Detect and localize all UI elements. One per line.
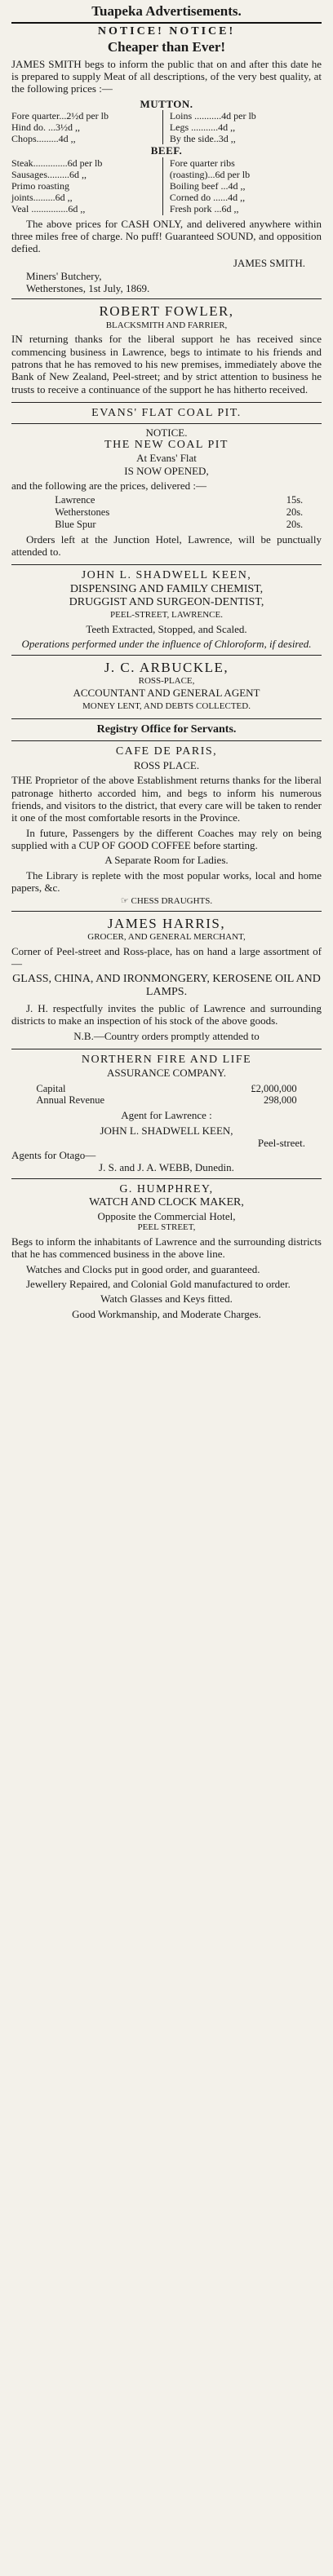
coalpit-title: EVANS' FLAT COAL PIT. (91, 407, 242, 420)
coalpit-head3: IS NOW OPENED, (124, 464, 209, 477)
northern-sub: ASSURANCE COMPANY. (107, 1067, 226, 1080)
humphrey-glasses: Watch Glasses and Keys fitted. (100, 1292, 233, 1306)
harris-ad (11, 914, 322, 1046)
capital-label: Capital (36, 1082, 66, 1094)
otago-heading: Agents for Otago— (11, 1149, 96, 1162)
mutton-price: By the side..3d ,, (169, 133, 236, 145)
northern-title: NORTHERN FIRE AND LIFE (81, 1053, 252, 1066)
place-cell: Lawrence (55, 494, 95, 506)
coalpit-head2: At Evans' Flat (136, 452, 197, 465)
butchery-terms: The above prices for CASH ONLY, and delivered anywhere within three miles free of charge. No puff! Guaranteed SOUND, and opposition defied. (11, 217, 322, 255)
divider (11, 655, 322, 656)
price-cell: 20s. (286, 506, 304, 519)
price-cell: 15s. (286, 494, 304, 506)
fowler-title: ROBERT FOWLER, (99, 303, 234, 320)
divider (11, 423, 322, 424)
harris-trade: GROCER, AND GENERAL MERCHANT, (87, 932, 246, 943)
keen-chloroform: Operations performed under the influence of Chloroform, if desired. (21, 638, 312, 651)
mutton-prices (11, 110, 322, 144)
page-banner: Tuapeka Advertisements. (11, 0, 322, 24)
table-row (36, 1094, 296, 1107)
keen-line2: DRUGGIST AND SURGEON-DENTIST, (69, 596, 264, 609)
registry-title: Registry Office for Servants. (96, 722, 237, 736)
place-cell: Blue Spur (55, 518, 96, 530)
cafe-chess: ☞ CHESS DRAUGHTS. (120, 896, 213, 907)
beef-price: Fore quarter ribs (169, 157, 235, 169)
cafe-body1: THE Proprietor of the above Establishment returns thanks for the liberal patronage hitherto accorded him, and begs to inform his numerous friends, and visitors to the district, that every care will be taken to render it one of the most comfortable resorts in the Province. (11, 774, 322, 824)
beef-price: Sausages.........6d ,, (11, 168, 87, 180)
otago-agents: J. S. and J. A. WEBB, Dunedin. (99, 1161, 234, 1174)
beef-price: Primo roasting (11, 180, 69, 192)
humphrey-watches: Watches and Clocks put in good order, and guaranteed. (26, 1262, 260, 1275)
beef-price: Veal ...............6d ,, (11, 203, 86, 215)
notice-heading: NOTICE! NOTICE! (97, 25, 236, 38)
arbuckle-ad (11, 658, 322, 716)
butchery-dateline: Wetherstones, 1st July, 1869. (26, 282, 150, 295)
registry-ad (11, 722, 322, 739)
price-cell: 20s. (286, 518, 304, 530)
butchery-signature: JAMES SMITH. (233, 257, 305, 270)
coalpit-ad (11, 405, 322, 562)
keen-title: JOHN L. SHADWELL KEEN, (81, 569, 252, 582)
keen-ad (11, 568, 322, 652)
humphrey-workmanship: Good Workmanship, and Moderate Charges. (72, 1307, 261, 1320)
cafe-ladies: A Separate Room for Ladies. (104, 854, 229, 867)
cafe-title: CAFE DE PARIS, (115, 745, 218, 758)
coalpit-head1: THE NEW COAL PIT (104, 438, 229, 451)
beef-price: Steak..............6d per lb (11, 157, 103, 169)
coalpit-lead: and the following are the prices, delivered :— (11, 479, 206, 493)
revenue-label: Annual Revenue (36, 1094, 105, 1107)
table-row (36, 1083, 296, 1095)
revenue-value: 298,000 (263, 1094, 297, 1107)
butchery-address: Miners' Butchery, (26, 269, 102, 282)
arbuckle-role: ACCOUNTANT AND GENERAL AGENT (73, 686, 260, 699)
coalpit-orders: Orders left at the Junction Hotel, Lawrence, will be punctually attended to. (11, 532, 322, 559)
northern-ad (11, 1052, 322, 1176)
beef-price: Fresh pork ...6d ,, (169, 203, 239, 215)
capital-value: £2,000,000 (251, 1082, 297, 1094)
beef-price: Boiling beef ...4d ,, (169, 180, 246, 192)
mutton-price: Chops.........4d ,, (11, 133, 76, 145)
humphrey-jewellery: Jewellery Repaired, and Colonial Gold manufactured to order. (26, 1278, 291, 1291)
fowler-body: IN returning thanks for the liberal support he has received since commencing business in Lawrence, begs to intimate to his friends and patrons that he has removed to his new premises, immediately above the Bank of New Zealand, Peel-street; and by strict attention to business he trusts to receive a continuance of the support he has hitherto received. (11, 333, 322, 395)
mutton-price: Fore quarter...2½d per lb (11, 109, 109, 122)
beef-price: (roasting)...6d per lb (169, 168, 251, 180)
harris-goods: GLASS, CHINA, AND IRONMONGERY, KEROSENE OIL AND LAMPS. (12, 972, 321, 999)
harris-body: Corner of Peel-street and Ross-place, has on hand a large assortment of— (11, 945, 322, 970)
divider (11, 718, 322, 719)
humphrey-street: PEEL STREET, (137, 1222, 196, 1233)
divider (11, 402, 322, 403)
divider (11, 564, 322, 565)
agent-name: JOHN L. SHADWELL KEEN, (100, 1124, 233, 1137)
arbuckle-title: J. C. ARBUCKLE, (104, 659, 229, 675)
arbuckle-address: ROSS-PLACE, (138, 675, 195, 686)
mutton-price: Hind do. ...3½d ,, (11, 122, 80, 134)
harris-invite: J. H. respectfully invites the public of Lawrence and surrounding districts to make an inspection of his stock of the above goods. (11, 1001, 322, 1027)
humphrey-ad (11, 1182, 322, 1324)
keen-address: PEEL-STREET, LAWRENCE. (110, 609, 223, 620)
keen-line1: DISPENSING AND FAMILY CHEMIST, (69, 582, 264, 595)
place-cell: Wetherstones (55, 506, 110, 519)
headline: Cheaper than Ever! (107, 38, 226, 55)
coalpit-notice: NOTICE. (145, 426, 188, 439)
table-row (55, 494, 303, 506)
cafe-library: The Library is replete with the most popular works, local and home papers, &c. (11, 868, 322, 894)
beef-price: joints.........6d ,, (11, 192, 73, 204)
butchery-intro: JAMES SMITH begs to inform the public that on and after this date he is prepared to supply Meat of all descriptions, of the very best quality, at the following prices :— (11, 57, 322, 95)
beef-price: Corned do ......4d ,, (169, 192, 246, 204)
fowler-ad (11, 302, 322, 400)
humphrey-trade: WATCH AND CLOCK MAKER, (89, 1196, 244, 1209)
humphrey-title: G. HUMPHREY, (119, 1182, 214, 1195)
divider (11, 740, 322, 741)
fowler-trade: BLACKSMITH AND FARRIER, (105, 320, 228, 330)
table-row (55, 506, 303, 519)
beef-prices (11, 157, 322, 215)
mutton-heading: MUTTON. (140, 97, 193, 110)
northern-figures (36, 1083, 296, 1107)
humphrey-body: Begs to inform the inhabitants of Lawrence and the surrounding districts that he has commenced business in the above line. (11, 1235, 322, 1261)
agent-heading: Agent for Lawrence : (121, 1109, 212, 1122)
divider (11, 1178, 322, 1179)
cafe-place: ROSS PLACE. (133, 758, 200, 771)
coalpit-price-table (55, 494, 303, 530)
harris-title: JAMES HARRIS, (107, 916, 226, 932)
keen-teeth: Teeth Extracted, Stopped, and Scaled. (86, 622, 247, 635)
table-row (55, 519, 303, 531)
harris-nb: N.B.—Country orders promptly attended to (73, 1029, 260, 1042)
agent-address: Peel-street. (257, 1136, 305, 1149)
beef-heading: BEEF. (150, 144, 183, 157)
cafe-body2: In future, Passengers by the different Coaches may rely on being supplied with a CUP OF GOOD COFFEE before starting. (11, 826, 322, 851)
humphrey-opp: Opposite the Commercial Hotel, (97, 1209, 236, 1222)
mutton-price: Legs ...........4d ,, (169, 122, 236, 134)
mutton-price: Loins ...........4d per lb (169, 109, 256, 122)
cafe-ad (11, 744, 322, 908)
divider (11, 911, 322, 912)
divider (11, 298, 322, 299)
arbuckle-money: MONEY LENT, AND DEBTS COLLECTED. (82, 700, 251, 711)
butchery-ad (11, 24, 322, 296)
